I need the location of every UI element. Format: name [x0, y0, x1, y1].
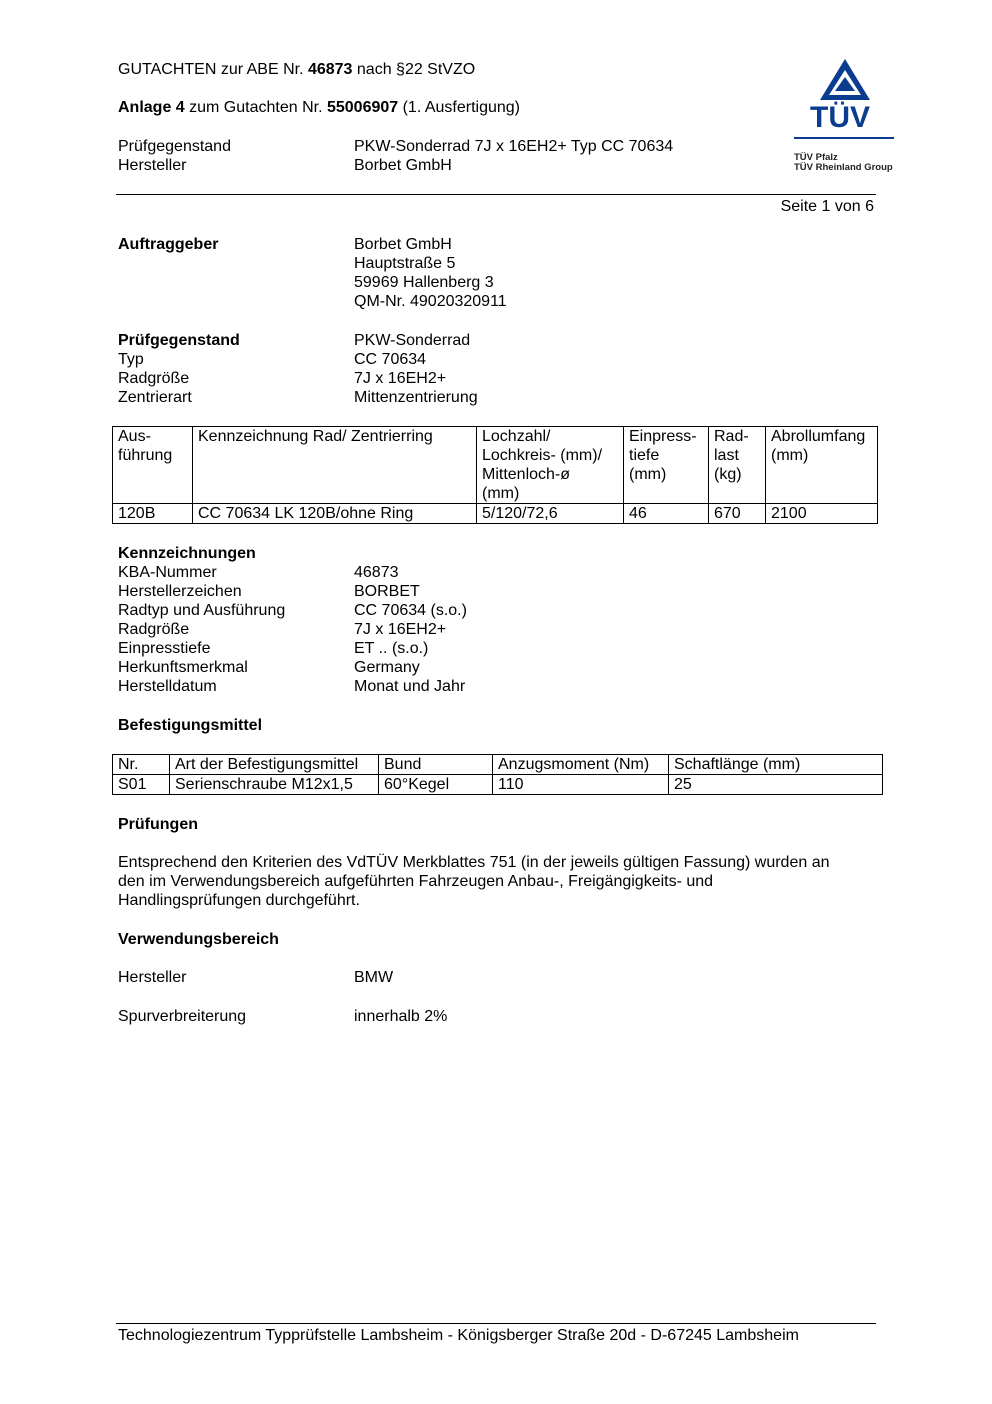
header-divider — [116, 194, 876, 195]
logo-subtitle — [794, 153, 893, 173]
kennzeichnungen-labels — [118, 544, 285, 696]
table-cell: 110 — [493, 775, 669, 795]
address-line: Hauptstraße 5 — [354, 255, 456, 272]
header-line-1 — [118, 60, 475, 79]
table-cell: 5/120/72,6 — [477, 504, 624, 524]
header-text: nach §22 StVZO — [352, 61, 476, 78]
header-line-2 — [118, 98, 520, 117]
table-header-cell: Schaftlänge (mm) — [669, 755, 883, 775]
anlage-label: Anlage 4 — [118, 99, 185, 116]
field-label: Einpresstiefe — [118, 640, 211, 657]
table-header-cell: Einpress- tiefe (mm) — [624, 427, 709, 504]
section-title: Kennzeichnungen — [118, 545, 256, 562]
wheel-table — [112, 426, 878, 524]
field-value: CC 70634 — [354, 351, 427, 368]
field-value: Mittenzentrierung — [354, 389, 478, 406]
header-value: PKW-Sonderrad 7J x 16EH2+ Typ CC 70634 — [354, 138, 674, 155]
table-row — [113, 775, 883, 795]
page-number: Seite 1 von 6 — [780, 198, 874, 215]
footer-divider — [116, 1323, 876, 1324]
field-value: innerhalb 2% — [354, 1008, 448, 1025]
logo-line-2: TÜV Rheinland Group — [794, 162, 893, 173]
table-header-cell: Abrollumfang (mm) — [766, 427, 878, 504]
field-value: Monat und Jahr — [354, 678, 466, 695]
table-header-cell: Art der Befestigungsmittel — [170, 755, 379, 775]
header-label: Hersteller — [118, 157, 187, 174]
footer-text: Technologiezentrum Typprüfstelle Lambsheim - Königsberger Straße 20d - D-67245 Lambsheim — [118, 1327, 799, 1344]
pruefgegenstand-values — [354, 331, 478, 407]
table-header-cell: Lochzahl/ Lochkreis- (mm)/ Mittenloch-ø (mm) — [477, 427, 624, 504]
abe-number: 46873 — [307, 61, 353, 78]
field-label: Zentrierart — [118, 389, 192, 406]
header-text: (1. Ausfertigung) — [398, 99, 520, 116]
field-value: Germany — [354, 659, 420, 676]
table-cell: 670 — [709, 504, 766, 524]
tuv-triangle-icon — [794, 57, 896, 103]
table-header-cell: Kennzeichnung Rad/ Zentrierring — [193, 427, 477, 504]
field-value: BORBET — [354, 583, 420, 600]
pruefungen-paragraph — [118, 853, 830, 910]
section-title: Prüfungen — [118, 816, 198, 833]
field-value: BMW — [354, 969, 394, 986]
section-title: Verwendungsbereich — [118, 931, 279, 948]
table-header-cell: Aus- führung — [113, 427, 193, 504]
field-label: Hersteller — [118, 969, 187, 986]
field-value: ET .. (s.o.) — [354, 640, 429, 657]
fastener-table — [112, 754, 883, 795]
header-label: Prüfgegenstand — [118, 138, 231, 155]
paragraph-line: Entsprechend den Kriterien des VdTÜV Merkblattes 751 (in der jeweils gültigen Fassung) wurden an — [118, 854, 830, 871]
header-value: Borbet GmbH — [354, 157, 452, 174]
gutachten-number: 55006907 — [326, 99, 399, 116]
field-value: 7J x 16EH2+ — [354, 370, 447, 387]
table-cell: CC 70634 LK 120B/ohne Ring — [193, 504, 477, 524]
pruefgegenstand-label: Prüfgegenstand — [118, 332, 240, 349]
field-label: Radtyp und Ausführung — [118, 602, 286, 619]
table-cell: 2100 — [766, 504, 878, 524]
table-row — [113, 504, 878, 524]
header-text: zum Gutachten Nr. — [184, 99, 327, 116]
field-value: 46873 — [354, 564, 399, 581]
paragraph-line: den im Verwendungsbereich aufgeführten Fahrzeugen Anbau-, Freigängigkeits- und — [118, 873, 714, 890]
field-label: Typ — [118, 351, 144, 368]
auftraggeber-label: Auftraggeber — [118, 236, 219, 253]
field-value: PKW-Sonderrad — [354, 332, 471, 349]
field-value: CC 70634 (s.o.) — [354, 602, 467, 619]
table-cell: 120B — [113, 504, 193, 524]
logo-rule — [794, 137, 894, 139]
table-header-cell: Nr. — [113, 755, 170, 775]
kennzeichnungen-values — [354, 563, 467, 696]
field-label: Herstellerzeichen — [118, 583, 242, 600]
table-cell: 25 — [669, 775, 883, 795]
table-cell: 46 — [624, 504, 709, 524]
table-cell: Serienschraube M12x1,5 — [170, 775, 379, 795]
address-line: 59969 Hallenberg 3 — [354, 274, 494, 291]
field-label: Spurverbreiterung — [118, 1008, 247, 1025]
table-cell: S01 — [113, 775, 170, 795]
field-label: KBA-Nummer — [118, 564, 217, 581]
address-line: QM-Nr. 49020320911 — [354, 293, 507, 310]
field-label: Radgröße — [118, 370, 190, 387]
logo-line-1: TÜV Pfalz — [794, 152, 838, 163]
table-header-cell: Bund — [379, 755, 493, 775]
section-title: Befestigungsmittel — [118, 717, 263, 734]
table-header-row — [113, 427, 878, 504]
field-label: Herkunftsmerkmal — [118, 659, 248, 676]
table-header-row — [113, 755, 883, 775]
table-header-cell: Rad- last (kg) — [709, 427, 766, 504]
field-label: Radgröße — [118, 621, 190, 638]
table-cell: 60°Kegel — [379, 775, 493, 795]
table-header-cell: Anzugsmoment (Nm) — [493, 755, 669, 775]
pruefgegenstand-labels — [118, 331, 240, 407]
field-value: 7J x 16EH2+ — [354, 621, 447, 638]
address-line: Borbet GmbH — [354, 236, 452, 253]
tuv-wordmark: TÜV — [810, 101, 870, 134]
auftraggeber-address — [354, 235, 507, 311]
header-text: GUTACHTEN zur ABE Nr. — [118, 61, 308, 78]
field-label: Herstelldatum — [118, 678, 217, 695]
paragraph-line: Handlingsprüfungen durchgeführt. — [118, 892, 360, 909]
